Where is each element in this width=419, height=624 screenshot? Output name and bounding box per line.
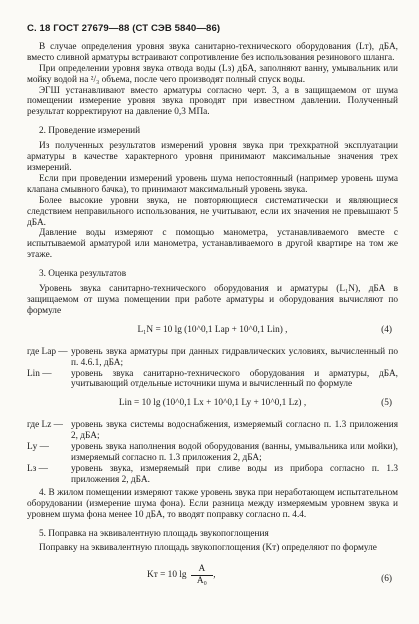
- definition-row: [27, 442, 398, 464]
- formula-5-expression: Lin = 10 lg (10^0,1 Lx + 10^0,1 Ly + 10^0,1 Lz) ,: [118, 398, 307, 409]
- formula-4: [27, 321, 398, 343]
- paragraph: В случае определения уровня звука санитарно-технического оборудования (Lт), дБА, вместо сливной арматуры встраивают сопротивление без использования резинового шланга.: [27, 41, 398, 63]
- section-2-title: 2. Проведение измерений: [39, 126, 141, 137]
- formula-4-definitions: [27, 347, 398, 391]
- definition-text: уровень звука санитарно-технического оборудования и арматуры, дБА, учитывающий отдельные источники шума и вычисленный по формуле: [71, 368, 398, 390]
- section-5-title: 5. Поправка на эквивалентную площадь звукопоглощения: [39, 528, 269, 539]
- definition-label: где Lар —: [27, 346, 68, 357]
- paragraph: При определении уровня звука отвода воды (Lз) дБА, заполняют ванну, умывальник или мойку водой на ²/₃ объема, после чего производят полный спуск воды.: [27, 63, 398, 85]
- formula-5-definitions: [27, 420, 398, 485]
- definition-label: Lin —: [27, 368, 52, 379]
- definition-text: уровень звука системы водоснабжения, измеряемый согласно п. 1.3 приложения 2, дБА;: [71, 420, 398, 442]
- formula-6-fraction: [191, 564, 214, 587]
- definition-row: [27, 347, 398, 369]
- formula-6-expression: [147, 564, 216, 587]
- formula-6-number: (6): [381, 574, 392, 585]
- definition-row: [27, 420, 398, 442]
- paragraph: Более высокие уровни звука, не повторяющиеся систематически и являющиеся следствием неправильного использования, не учитывают, если их значения не превышают 5 дБА.: [27, 195, 398, 228]
- formula-6-lhs: Kт = 10 lg: [147, 570, 187, 581]
- paragraph: 4. В жилом помещении измеряют также уровень звука при неработающем испытательном оборудовании (измерение шума фона). Если разница между измеряемым уровнем звука и уровнем шума фона менее 10 дБА, то вводят поправку согласно п. 4.4.: [27, 487, 398, 520]
- formula-4-expression: L₁N = 10 lg (10^0,1 Lар + 10^0,1 Lin) ,: [137, 324, 288, 335]
- definition-label: Lз —: [27, 464, 48, 474]
- definition-row: [27, 464, 398, 486]
- formula-4-number: (4): [381, 324, 392, 335]
- page-header: С. 18 ГОСТ 27679—88 (СТ СЭВ 5840—86): [27, 23, 221, 34]
- paragraph: Давление воды измеряют с помощью манометра, устанавливаемого вместе с испытываемой арматурой или манометра, устанавливаемого в другой квартире на том же этаже.: [27, 228, 398, 261]
- paragraph: Поправку на эквивалентную площадь звукопоглощения (Kт) определяют по формуле: [39, 543, 377, 554]
- definition-label: где Lz —: [27, 420, 63, 431]
- definition-text: уровень звука наполнения водой оборудования (ванны, умывальника или мойки), измеряемый согласно п. 1.3 приложения 2, дБА;: [71, 442, 398, 464]
- paragraph: Уровень звука санитарно-технического оборудования и арматуры (L₁N), дБА в защищаемом от шума помещении при работе арматуры и оборудования вычисляют по формуле: [27, 284, 398, 316]
- definition-row: [27, 369, 398, 391]
- formula-5: [27, 394, 398, 416]
- paragraph: Из полученных результатов измерений уровня звука при трехкратной эксплуатации арматуры в качестве характерного уровня принимают максимальные значения трех измерений.: [27, 141, 398, 173]
- definition-label: Lу —: [27, 442, 49, 453]
- formula-6-numerator: A: [191, 564, 214, 576]
- paragraph: Если при проведении измерений уровень шума непостоянный (например уровень шума клапана смывного бачка), то принимают максимальный уровень звука.: [27, 173, 398, 195]
- formula-6-tail: ,: [213, 570, 216, 581]
- formula-6: [27, 560, 398, 594]
- definition-text: уровень звука арматуры при данных гидравлических условиях, вычисленный по п. 4.6.1, дБА;: [71, 346, 398, 368]
- section-3-title: 3. Оценка результатов: [39, 269, 127, 280]
- formula-6-denominator: A₀: [196, 576, 207, 587]
- formula-5-number: (5): [381, 398, 392, 409]
- paragraph: ЭГШ устанавливают вместо арматуры согласно черт. 3, а в защищаемом от шума помещении измерение уровня звука проводят при известном давлении. Полученный результат корректируют на давление 0,3 МПа.: [27, 85, 398, 118]
- definition-text: уровень звука, измеряемый при сливе воды из прибора согласно п. 1.3 приложения 2, дБА.: [71, 464, 398, 485]
